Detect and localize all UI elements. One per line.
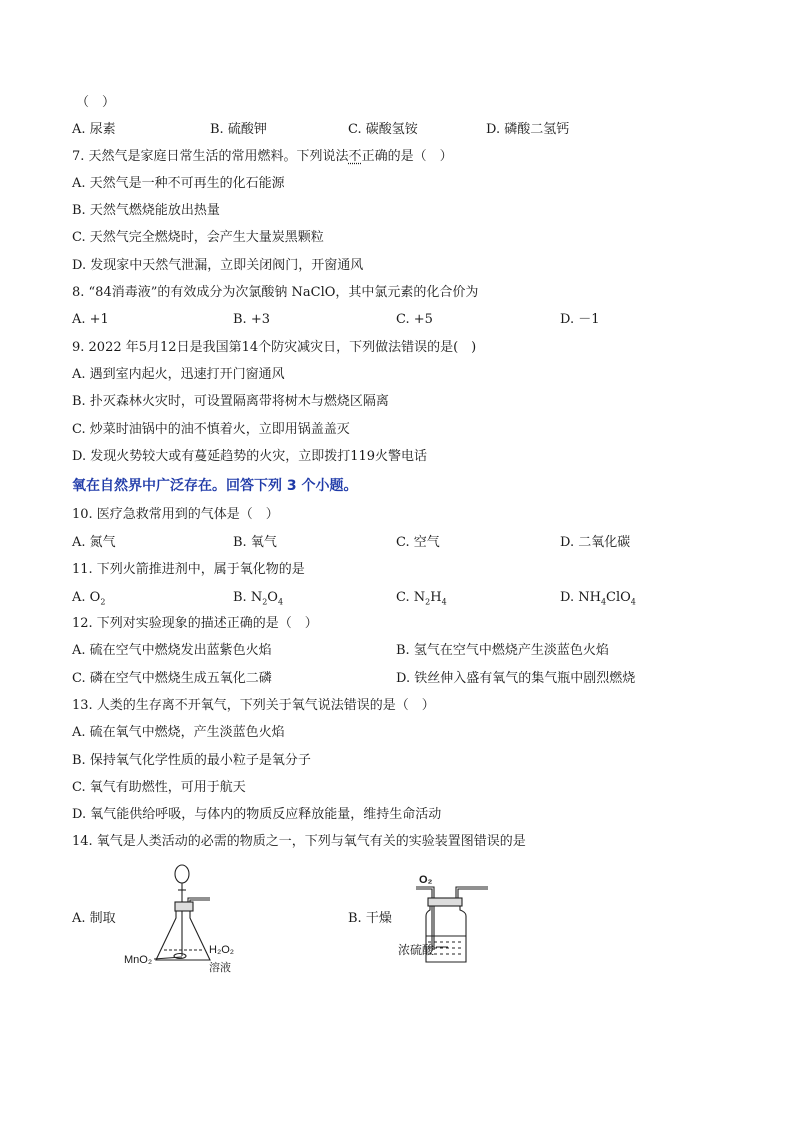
q11-option-b-mid: O — [267, 590, 278, 605]
q9-stem: 9. 2022 年5月12日是我国第14个防灾减灾日，下列做法错误的是( ) — [72, 340, 477, 355]
q7-stem-c: 正确的是（ ） — [361, 149, 453, 164]
q7-option-a[interactable]: A. 天然气是一种不可再生的化石能源 — [72, 176, 285, 191]
mno2-pointer — [154, 955, 184, 963]
q8-option-a[interactable]: A. +1 — [72, 312, 109, 327]
q11-option-c[interactable] — [396, 589, 447, 612]
q13-option-c[interactable]: C. 氧气有助燃性，可用于航天 — [72, 780, 246, 795]
q11-option-a[interactable] — [72, 589, 105, 612]
q7-stem-a: 7. 天然气是家庭日常生活的常用燃料。下列说法 — [72, 149, 349, 164]
label-o2: O₂ — [419, 874, 433, 886]
q9-option-a[interactable]: A. 遇到室内起火，迅速打开门窗通风 — [72, 367, 285, 382]
q11-option-d[interactable] — [560, 589, 636, 612]
q12-stem: 12. 下列对实验现象的描述正确的是（ ） — [72, 616, 318, 631]
q13-option-d[interactable]: D. 氧气能供给呼吸，与体内的物质反应释放能量，维持生命活动 — [72, 807, 442, 822]
q11-option-d-mid: ClO — [606, 590, 631, 605]
q8-option-c[interactable]: C. +5 — [396, 312, 433, 327]
q11-option-c-mid: H — [430, 590, 442, 605]
q10-option-a[interactable]: A. 氮气 — [72, 535, 116, 550]
q7-option-d[interactable]: D. 发现家中天然气泄漏，立即关闭阀门，开窗通风 — [72, 258, 364, 273]
q12-option-c[interactable]: C. 磷在空气中燃烧生成五氧化二磷 — [72, 671, 272, 686]
q11-option-b-sub: 2 — [262, 597, 268, 607]
q11-option-a-sub: 2 — [100, 597, 106, 607]
q9-option-d[interactable]: D. 发现火势较大或有蔓延趋势的火灾，立即拨打119火警电话 — [72, 449, 428, 464]
acid-pointer — [436, 944, 450, 950]
q11-option-a-label: A. O — [72, 590, 101, 605]
q6-option-b[interactable]: B. 硫酸钾 — [210, 122, 267, 137]
q13-option-b[interactable]: B. 保持氧气化学性质的最小粒子是氧分子 — [72, 753, 311, 768]
q11-option-c-sub2: 4 — [441, 597, 447, 607]
q10-option-d[interactable]: D. 二氧化碳 — [560, 535, 631, 550]
q7-stem — [72, 148, 453, 166]
q6-bracket: （ ） — [76, 95, 116, 110]
q6-option-c[interactable]: C. 碳酸氢铵 — [348, 122, 418, 137]
q6-option-d[interactable]: D. 磷酸二氢钙 — [486, 122, 570, 137]
q11-option-b[interactable] — [233, 589, 283, 612]
q7-option-c[interactable]: C. 天然气完全燃烧时，会产生大量炭黑颗粒 — [72, 230, 324, 245]
q11-option-b-label: B. N — [233, 590, 263, 605]
label-mno2: MnO₂ — [124, 954, 153, 966]
q12-option-a[interactable]: A. 硫在空气中燃烧发出蓝紫色火焰 — [72, 643, 272, 658]
q6-option-a[interactable]: A. 尿素 — [72, 122, 116, 137]
q8-option-b[interactable]: B. +3 — [233, 312, 270, 327]
q10-option-b[interactable]: B. 氧气 — [233, 535, 277, 550]
label-h2o2: H₂O₂ — [209, 944, 235, 956]
q13-stem: 13. 人类的生存离不开氧气，下列关于氧气说法错误的是（ ） — [72, 698, 435, 713]
q10-stem: 10. 医疗急救常用到的气体是（ ） — [72, 507, 279, 522]
q14-option-a[interactable]: A. 制取 — [72, 911, 116, 926]
q11-option-d-sub2: 4 — [630, 597, 636, 607]
q11-option-b-sub2: 4 — [277, 597, 284, 607]
q11-stem: 11. 下列火箭推进剂中，属于氧化物的是 — [72, 562, 305, 577]
q11-option-c-label: C. N — [396, 590, 426, 605]
q9-option-c[interactable]: C. 炒菜时油锅中的油不慎着火，立即用锅盖盖灭 — [72, 422, 350, 437]
q12-option-d[interactable]: D. 铁丝伸入盛有氧气的集气瓶中剧烈燃烧 — [396, 671, 636, 686]
q11-option-d-label: D. NH — [560, 590, 601, 605]
q7-stem-emphasis: 不 — [348, 149, 362, 164]
label-conc-sulfuric-acid: 浓硫酸 — [398, 943, 435, 957]
section-heading: 氧在自然界中广泛存在。回答下列 3 个小题。 — [72, 478, 358, 494]
q11-option-d-sub: 4 — [600, 597, 607, 607]
label-solution: 溶液 — [209, 962, 231, 974]
q11-option-c-sub: 2 — [425, 597, 431, 607]
q13-option-a[interactable]: A. 硫在氧气中燃烧，产生淡蓝色火焰 — [72, 725, 285, 740]
q12-option-b[interactable]: B. 氢气在空气中燃烧产生淡蓝色火焰 — [396, 643, 609, 658]
q8-option-d[interactable]: D. －1 — [560, 312, 600, 327]
q14-stem: 14. 氧气是人类活动的必需的物质之一，下列与氧气有关的实验装置图错误的是 — [72, 834, 526, 849]
q7-option-b[interactable]: B. 天然气燃烧能放出热量 — [72, 203, 220, 218]
q14-option-b[interactable]: B. 干燥 — [348, 911, 392, 926]
q10-option-c[interactable]: C. 空气 — [396, 535, 440, 550]
q8-stem: 8. “84消毒液”的有效成分为次氯酸钠 NaClO，其中氯元素的化合价为 — [72, 285, 479, 300]
q9-option-b[interactable]: B. 扑灭森林火灾时，可设置隔离带将树木与燃烧区隔离 — [72, 394, 389, 409]
